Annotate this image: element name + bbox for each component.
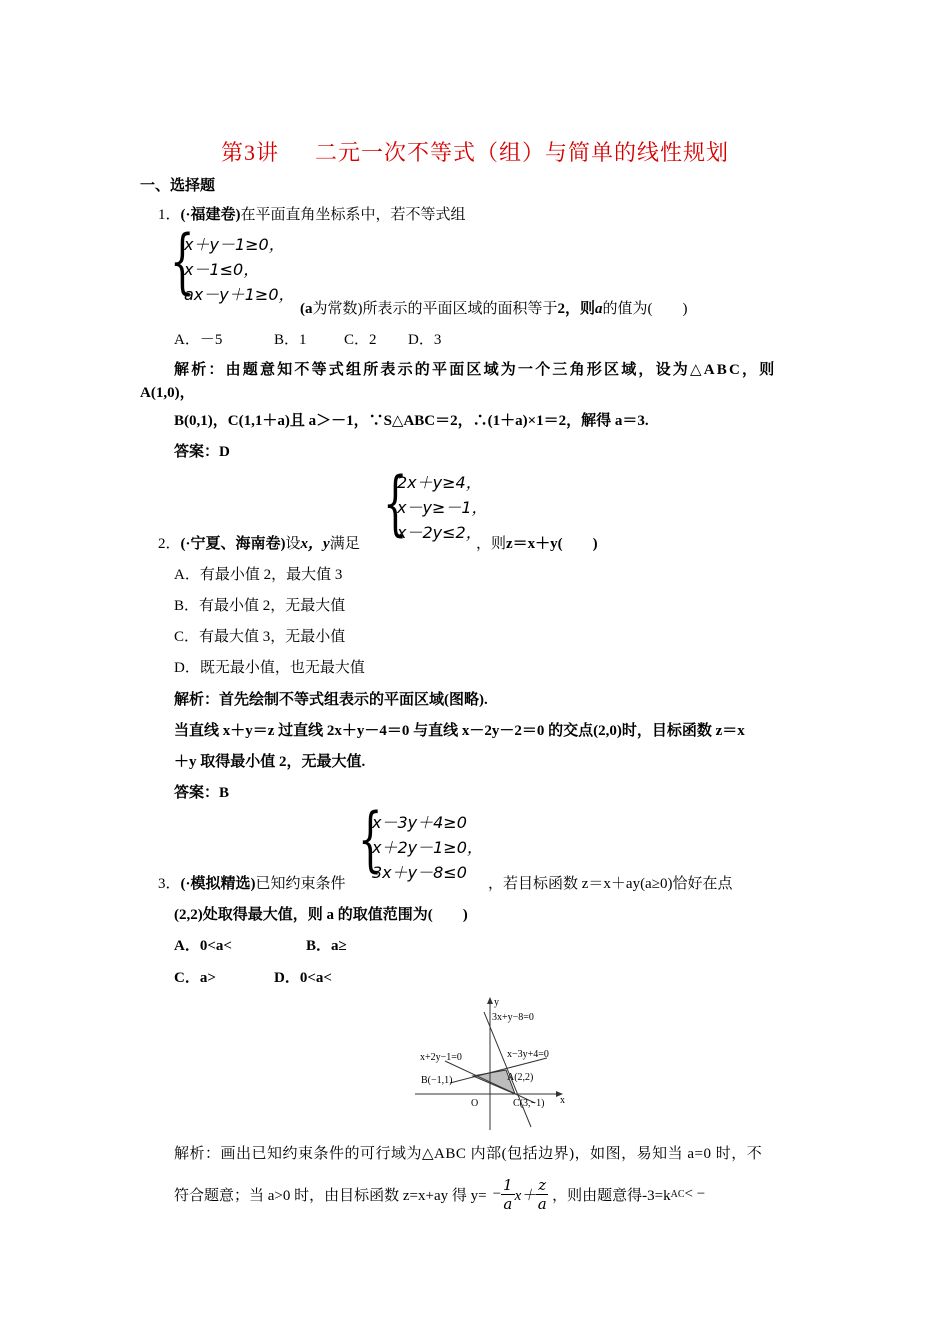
point-c-label: C(3,−1) bbox=[513, 1098, 545, 1109]
y-axis-arrow bbox=[487, 997, 493, 1004]
q3-system: x－3y＋4≥0 x＋2y－1≥0， 3x＋y－8≤0 bbox=[372, 813, 483, 882]
y-axis-label: y bbox=[494, 997, 499, 1008]
q1-option-d: D．3 bbox=[408, 332, 442, 348]
q1-solution-line1: 解析：由题意知不等式组所表示的平面区域为一个三角形区域，设为△ABC，则 bbox=[174, 362, 777, 378]
q2-option-c: C．有最大值 3，无最小值 bbox=[174, 629, 346, 645]
line1-label: 3x+y−8=0 bbox=[492, 1012, 534, 1023]
point-b-label: B(−1,1) bbox=[421, 1075, 453, 1086]
q2-answer: 答案：B bbox=[174, 785, 230, 801]
q2-brace: { bbox=[383, 462, 408, 544]
q3-option-b: B．a≥ bbox=[306, 938, 347, 954]
q2-solution-line1: 解析：首先绘制不等式组表示的平面区域(图略). bbox=[174, 692, 488, 708]
q3-source: (·模拟精选) bbox=[180, 876, 256, 892]
section-heading: 一、选择题 bbox=[140, 178, 216, 194]
page-title bbox=[0, 136, 950, 167]
q2-solution-line3: ＋y 取得最小值 2，无最大值. bbox=[174, 754, 366, 770]
q1-option-a: A．－5 bbox=[174, 332, 223, 348]
line2-label: x−3y+4=0 bbox=[507, 1049, 549, 1060]
q1-system: x＋y－1≥0， x－1≤0， ax－y＋1≥0， bbox=[184, 235, 295, 304]
q2-stem: 2．(·宁夏、海南卷)设x，y满足 bbox=[158, 536, 360, 552]
q1-solution-line2: A(1,0)， bbox=[140, 385, 195, 401]
fraction-1-over-a: $\frac{1}{a}$ bbox=[503, 1176, 513, 1213]
lecture-number: 第3讲 bbox=[220, 140, 279, 165]
q1-answer: 答案：D bbox=[174, 444, 230, 460]
q2-system: 2x＋y≥4， x－y≥－1， x－2y≤2， bbox=[397, 473, 488, 542]
q3-option-c: C．a> bbox=[174, 970, 216, 986]
q3-option-d: D．0<a< bbox=[274, 970, 332, 986]
q2-option-d: D．既无最小值，也无最大值 bbox=[174, 660, 365, 676]
q1-solution-line3: B(0,1)，C(1,1＋a)且 a＞－1，∵S△ABC＝2，∴(1＋a)×1＝2，解得 a＝3. bbox=[174, 413, 649, 429]
q2-source: (·宁夏、海南卷) bbox=[180, 536, 286, 552]
q1-stem-tail: (a为常数)所表示的平面区域的面积等于2，则a的值为( ) bbox=[300, 301, 688, 317]
q3-stem: 3．(·模拟精选)已知约束条件 bbox=[158, 876, 346, 892]
fraction-z-over-a: $\frac{z}{a}$ bbox=[537, 1176, 547, 1213]
x-axis-label: x bbox=[560, 1095, 565, 1106]
q3-option-a: A．0<a< bbox=[174, 938, 232, 954]
line3-label: x+2y−1=0 bbox=[420, 1052, 462, 1063]
q1-option-c: C．2 bbox=[344, 332, 377, 348]
feasible-region-graph bbox=[415, 995, 570, 1130]
lecture-topic: 二元一次不等式（组）与简单的线性规划 bbox=[315, 140, 730, 165]
q1-option-b: B．1 bbox=[274, 332, 307, 348]
q3-stem-line2: (2,2)处取得最大值，则 a 的取值范围为( ) bbox=[174, 907, 468, 923]
q3-solution-line1: 解析：画出已知约束条件的可行域为△ABC 内部(包括边界)，如图，易知当 a=0 时，不 bbox=[174, 1146, 763, 1162]
q2-stem-tail: ，则z＝x＋y( ) bbox=[476, 536, 598, 552]
line-3x-y-8 bbox=[484, 1012, 534, 1127]
q3-stem-tail: ，若目标函数 z＝x＋ay(a≥0)恰好在点 bbox=[488, 876, 733, 892]
point-a-label: A(2,2) bbox=[507, 1072, 534, 1083]
q1-stem: 1．(·福建卷)在平面直角坐标系中，若不等式组 bbox=[158, 207, 466, 223]
q3-brace: { bbox=[358, 798, 383, 880]
q3-solution-line2: 符合题意；当 a>0 时，由目标函数 z=x+ay 得 y= − $\frac{1}{a}$ x＋ $\frac{z}{a}$ ，则由题意得-3=k AC < − bbox=[174, 1176, 706, 1213]
q2-solution-line2: 当直线 x＋y＝z 过直线 2x＋y－4＝0 与直线 x－2y－2＝0 的交点(2,0)时，目标函数 z＝x bbox=[174, 723, 745, 739]
q2-option-a: A．有最小值 2，最大值 3 bbox=[174, 567, 343, 583]
q1-brace: { bbox=[170, 220, 195, 302]
q1-source: (·福建卷) bbox=[180, 207, 241, 223]
origin-label: O bbox=[471, 1098, 479, 1109]
q2-option-b: B．有最小值 2，无最大值 bbox=[174, 598, 346, 614]
